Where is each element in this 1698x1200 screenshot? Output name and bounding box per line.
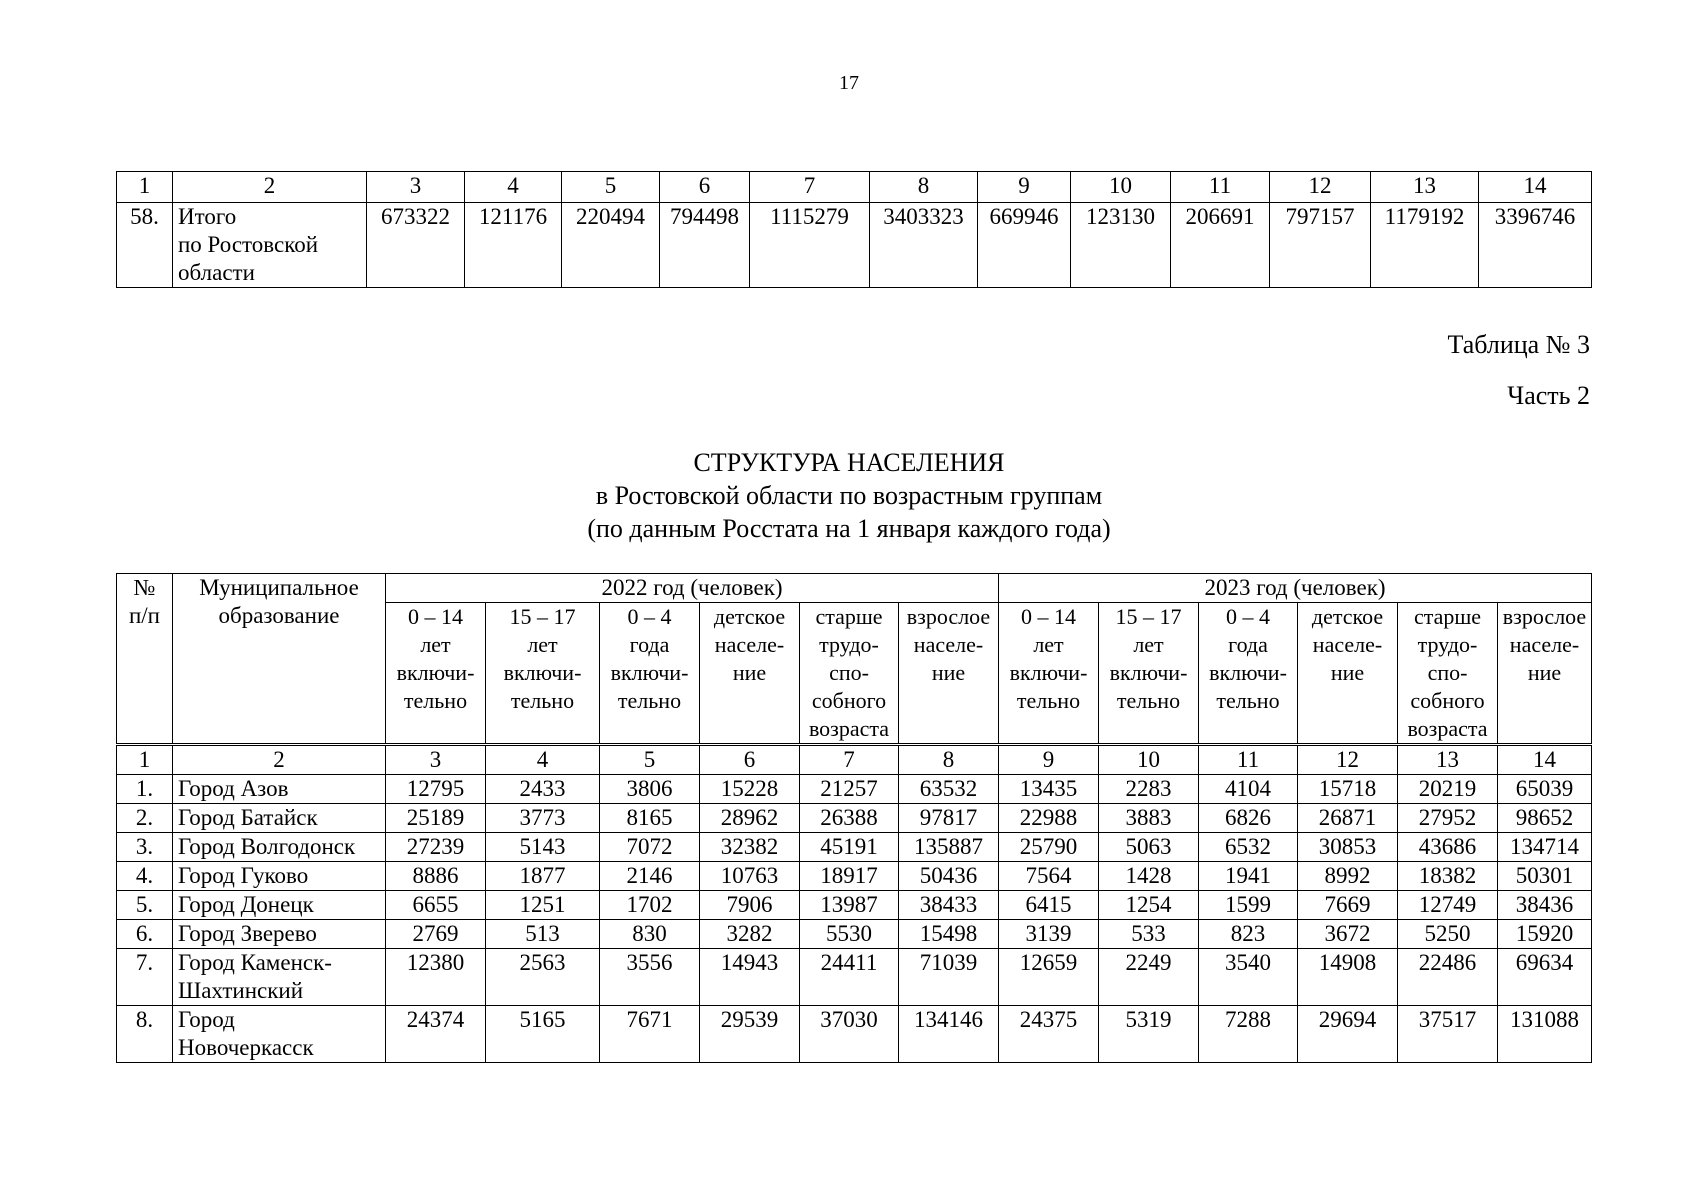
- population-value: 71039: [899, 949, 999, 1006]
- column-number: 2: [173, 745, 386, 775]
- population-value: 513: [486, 920, 600, 949]
- population-value: 5143: [486, 833, 600, 862]
- population-value: 1254: [1099, 891, 1199, 920]
- column-number: 1: [117, 172, 173, 203]
- population-value: 43686: [1398, 833, 1498, 862]
- header-year-2022: 2022 год (человек): [386, 574, 999, 603]
- population-value: 7671: [600, 1006, 700, 1063]
- municipality-name: Город Новочеркасск: [173, 1006, 386, 1063]
- row-number: 3.: [117, 833, 173, 862]
- total-value: 673322: [367, 203, 465, 288]
- row-number: 1.: [117, 775, 173, 804]
- population-value: 7906: [700, 891, 800, 920]
- population-value: 8886: [386, 862, 486, 891]
- population-value: 27239: [386, 833, 486, 862]
- table-title: [0, 446, 1698, 545]
- table-row: [117, 949, 1592, 1006]
- population-value: 1941: [1199, 862, 1298, 891]
- population-value: 30853: [1298, 833, 1398, 862]
- row-number: 58.: [117, 203, 173, 288]
- column-number: 7: [750, 172, 870, 203]
- population-value: 32382: [700, 833, 800, 862]
- header-row-years: [117, 574, 1592, 603]
- table-row: [117, 862, 1592, 891]
- population-value: 7072: [600, 833, 700, 862]
- age-group-header: 15 – 17 лет включи- тельно: [1099, 603, 1199, 745]
- population-value: 25790: [999, 833, 1099, 862]
- total-value: 1179192: [1371, 203, 1479, 288]
- column-number: 4: [465, 172, 562, 203]
- population-value: 3672: [1298, 920, 1398, 949]
- column-number: 13: [1371, 172, 1479, 203]
- column-number: 12: [1270, 172, 1371, 203]
- municipality-name: Город Зверево: [173, 920, 386, 949]
- municipality-name: Город Азов: [173, 775, 386, 804]
- population-value: 12380: [386, 949, 486, 1006]
- table-row: [117, 833, 1592, 862]
- population-value: 1599: [1199, 891, 1298, 920]
- population-value: 2146: [600, 862, 700, 891]
- population-value: 134714: [1498, 833, 1592, 862]
- municipality-name: Город Волгодонск: [173, 833, 386, 862]
- column-number: 5: [562, 172, 660, 203]
- total-value: 220494: [562, 203, 660, 288]
- population-value: 830: [600, 920, 700, 949]
- population-value: 45191: [800, 833, 899, 862]
- column-number: 5: [600, 745, 700, 775]
- population-value: 15718: [1298, 775, 1398, 804]
- population-value: 24375: [999, 1006, 1099, 1063]
- population-value: 3282: [700, 920, 800, 949]
- population-value: 29694: [1298, 1006, 1398, 1063]
- column-number: 1: [117, 745, 173, 775]
- population-value: 18382: [1398, 862, 1498, 891]
- table-row: [117, 920, 1592, 949]
- population-value: 2249: [1099, 949, 1199, 1006]
- column-number-row: [117, 745, 1592, 775]
- table-row: [117, 775, 1592, 804]
- population-value: 7564: [999, 862, 1099, 891]
- age-group-header: старше трудо- спо- собного возраста: [800, 603, 899, 745]
- population-value: 13435: [999, 775, 1099, 804]
- population-value: 28962: [700, 804, 800, 833]
- population-value: 3806: [600, 775, 700, 804]
- title-line-3: (по данным Росстата на 1 января каждого года): [587, 514, 1111, 543]
- population-value: 5250: [1398, 920, 1498, 949]
- population-value: 50436: [899, 862, 999, 891]
- population-value: 37030: [800, 1006, 899, 1063]
- age-group-header: 0 – 4 года включи- тельно: [600, 603, 700, 745]
- row-label: Итого по Ростовской области: [173, 203, 367, 288]
- population-value: 26871: [1298, 804, 1398, 833]
- population-value: 22486: [1398, 949, 1498, 1006]
- population-value: 29539: [700, 1006, 800, 1063]
- population-value: 10763: [700, 862, 800, 891]
- header-number: № п/п: [117, 574, 173, 745]
- population-value: 97817: [899, 804, 999, 833]
- column-number: 10: [1071, 172, 1171, 203]
- continued-table: [116, 171, 1592, 288]
- header-municipality: Муниципальное образование: [173, 574, 386, 745]
- row-number: 7.: [117, 949, 173, 1006]
- column-number: 3: [367, 172, 465, 203]
- row-number: 4.: [117, 862, 173, 891]
- population-value: 5165: [486, 1006, 600, 1063]
- population-value: 6826: [1199, 804, 1298, 833]
- column-number: 6: [700, 745, 800, 775]
- population-value: 15228: [700, 775, 800, 804]
- population-value: 8992: [1298, 862, 1398, 891]
- population-value: 14908: [1298, 949, 1398, 1006]
- age-group-header: детское населе- ние: [1298, 603, 1398, 745]
- age-group-header: старше трудо- спо- собного возраста: [1398, 603, 1498, 745]
- age-group-header: взрослое населе- ние: [899, 603, 999, 745]
- population-value: 98652: [1498, 804, 1592, 833]
- age-group-header: 15 – 17 лет включи- тельно: [486, 603, 600, 745]
- row-number: 2.: [117, 804, 173, 833]
- total-value: 3403323: [870, 203, 978, 288]
- column-number: 9: [999, 745, 1099, 775]
- column-number: 11: [1199, 745, 1298, 775]
- column-number: 14: [1479, 172, 1592, 203]
- population-value: 823: [1199, 920, 1298, 949]
- title-line-1: СТРУКТУРА НАСЕЛЕНИЯ: [693, 448, 1005, 477]
- population-value: 131088: [1498, 1006, 1592, 1063]
- population-value: 65039: [1498, 775, 1592, 804]
- column-number: 12: [1298, 745, 1398, 775]
- population-value: 1877: [486, 862, 600, 891]
- table-part-label: Часть 2: [1507, 381, 1590, 410]
- population-value: 18917: [800, 862, 899, 891]
- population-value: 15498: [899, 920, 999, 949]
- population-value: 12749: [1398, 891, 1498, 920]
- column-number: 6: [660, 172, 750, 203]
- population-value: 2283: [1099, 775, 1199, 804]
- total-value: 123130: [1071, 203, 1171, 288]
- population-value: 50301: [1498, 862, 1592, 891]
- population-value: 63532: [899, 775, 999, 804]
- row-number: 5.: [117, 891, 173, 920]
- column-number: 7: [800, 745, 899, 775]
- column-number: 10: [1099, 745, 1199, 775]
- population-value: 27952: [1398, 804, 1498, 833]
- column-number: 2: [173, 172, 367, 203]
- population-value: 37517: [1398, 1006, 1498, 1063]
- population-value: 24411: [800, 949, 899, 1006]
- population-value: 26388: [800, 804, 899, 833]
- column-number: 3: [386, 745, 486, 775]
- total-row: [117, 203, 1592, 288]
- column-number: 8: [870, 172, 978, 203]
- age-group-header: 0 – 14 лет включи- тельно: [999, 603, 1099, 745]
- population-value: 12795: [386, 775, 486, 804]
- population-structure-table: [116, 573, 1592, 1063]
- column-number: 13: [1398, 745, 1498, 775]
- row-number: 6.: [117, 920, 173, 949]
- column-number: 4: [486, 745, 600, 775]
- column-number-row: [117, 172, 1592, 203]
- page-number: 17: [839, 72, 859, 94]
- total-value: 3396746: [1479, 203, 1592, 288]
- population-value: 22988: [999, 804, 1099, 833]
- total-value: 794498: [660, 203, 750, 288]
- population-value: 6532: [1199, 833, 1298, 862]
- population-value: 3540: [1199, 949, 1298, 1006]
- population-value: 7669: [1298, 891, 1398, 920]
- population-value: 13987: [800, 891, 899, 920]
- population-value: 533: [1099, 920, 1199, 949]
- population-value: 5530: [800, 920, 899, 949]
- population-value: 3883: [1099, 804, 1199, 833]
- population-value: 38433: [899, 891, 999, 920]
- column-number: 8: [899, 745, 999, 775]
- population-value: 2563: [486, 949, 600, 1006]
- population-value: 25189: [386, 804, 486, 833]
- population-value: 38436: [1498, 891, 1592, 920]
- header-year-2023: 2023 год (человек): [999, 574, 1592, 603]
- total-value: 1115279: [750, 203, 870, 288]
- population-value: 14943: [700, 949, 800, 1006]
- municipality-name: Город Батайск: [173, 804, 386, 833]
- population-value: 3773: [486, 804, 600, 833]
- population-value: 2433: [486, 775, 600, 804]
- age-group-header: взрослое населе- ние: [1498, 603, 1592, 745]
- table-number-label: Таблица № 3: [1447, 330, 1590, 359]
- population-value: 1428: [1099, 862, 1199, 891]
- column-number: 9: [978, 172, 1071, 203]
- table-row: [117, 804, 1592, 833]
- population-value: 6415: [999, 891, 1099, 920]
- population-value: 8165: [600, 804, 700, 833]
- population-value: 134146: [899, 1006, 999, 1063]
- population-value: 69634: [1498, 949, 1592, 1006]
- municipality-name: Город Донецк: [173, 891, 386, 920]
- age-group-header: 0 – 14 лет включи- тельно: [386, 603, 486, 745]
- population-value: 3556: [600, 949, 700, 1006]
- title-line-2: в Ростовской области по возрастным группам: [595, 481, 1103, 510]
- column-number: 14: [1498, 745, 1592, 775]
- population-value: 5319: [1099, 1006, 1199, 1063]
- population-value: 5063: [1099, 833, 1199, 862]
- column-number: 11: [1171, 172, 1270, 203]
- population-value: 15920: [1498, 920, 1592, 949]
- total-value: 121176: [465, 203, 562, 288]
- population-value: 12659: [999, 949, 1099, 1006]
- row-number: 8.: [117, 1006, 173, 1063]
- population-value: 4104: [1199, 775, 1298, 804]
- table-body: [117, 775, 1592, 1063]
- municipality-name: Город Гуково: [173, 862, 386, 891]
- table-row: [117, 891, 1592, 920]
- population-value: 21257: [800, 775, 899, 804]
- population-value: 3139: [999, 920, 1099, 949]
- population-value: 2769: [386, 920, 486, 949]
- age-group-header: 0 – 4 года включи- тельно: [1199, 603, 1298, 745]
- population-value: 135887: [899, 833, 999, 862]
- table-row: [117, 1006, 1592, 1063]
- total-value: 206691: [1171, 203, 1270, 288]
- population-value: 7288: [1199, 1006, 1298, 1063]
- population-value: 24374: [386, 1006, 486, 1063]
- population-value: 1251: [486, 891, 600, 920]
- age-group-header: детское населе- ние: [700, 603, 800, 745]
- population-value: 20219: [1398, 775, 1498, 804]
- population-value: 1702: [600, 891, 700, 920]
- total-value: 797157: [1270, 203, 1371, 288]
- total-value: 669946: [978, 203, 1071, 288]
- municipality-name: Город Каменск- Шахтинский: [173, 949, 386, 1006]
- population-value: 6655: [386, 891, 486, 920]
